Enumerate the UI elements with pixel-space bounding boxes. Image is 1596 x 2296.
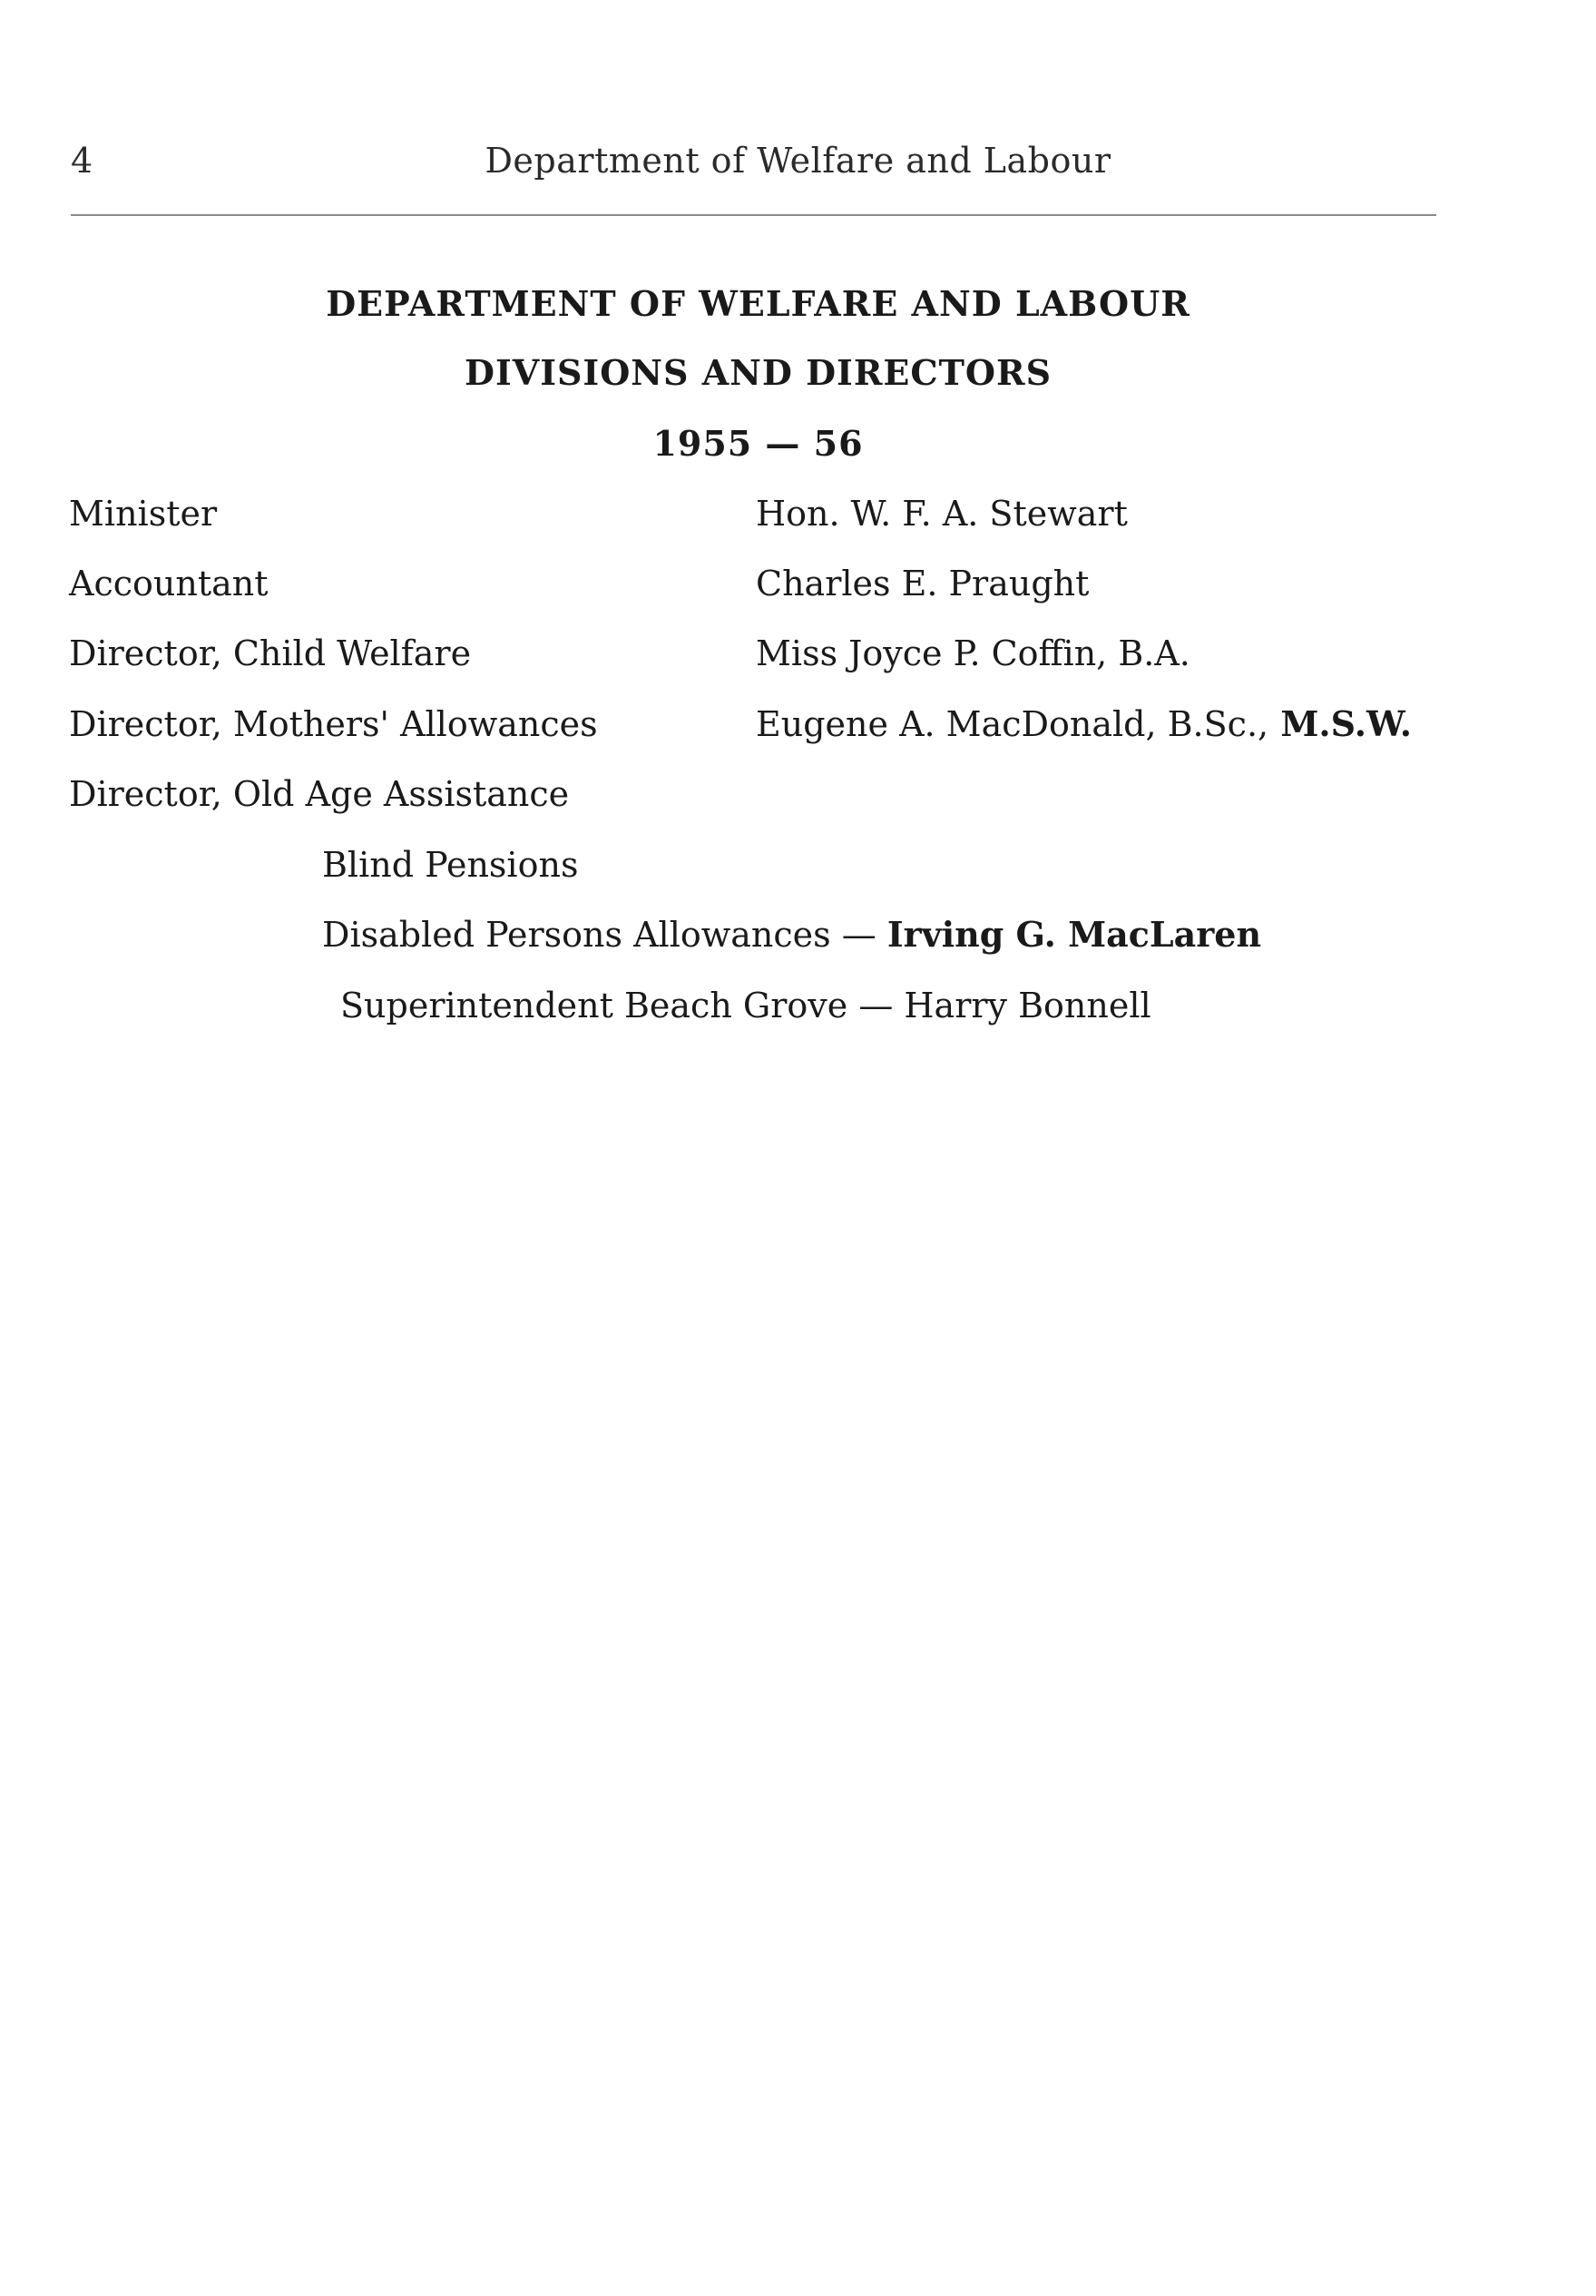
row-value-minister: Hon. W. F. A. Stewart <box>756 494 1128 534</box>
sub-line-text: Disabled Persons Allowances — <box>322 915 887 955</box>
document-title: DEPARTMENT OF WELFARE AND LABOUR <box>326 283 1190 324</box>
document-year: 1955 — 56 <box>652 423 864 464</box>
sub-line-text: Superintendent Beach Grove — <box>340 986 905 1025</box>
row-label-minister: Minister <box>69 494 218 534</box>
sub-line-beach-grove <box>340 988 1151 1023</box>
value-degree: M.S.W. <box>1268 703 1412 744</box>
header-rule <box>71 214 1436 216</box>
row-label-mothers-allowances: Director, Mothers' Allowances <box>69 704 598 744</box>
row-label-accountant: Accountant <box>69 564 269 603</box>
sub-line-blind-pensions: Blind Pensions <box>322 845 579 885</box>
director-name: Irving G. MacLaren <box>886 914 1262 955</box>
superintendent-name: Harry Bonnell <box>904 986 1151 1025</box>
value-main: Eugene A. MacDonald, B.Sc., <box>756 704 1269 744</box>
page-number: 4 <box>71 141 93 181</box>
document-subtitle: DIVISIONS AND DIRECTORS <box>464 352 1053 393</box>
row-value-mothers-allowances <box>756 703 1412 744</box>
row-value-child-welfare: Miss Joyce P. Coffin, B.A. <box>756 633 1190 673</box>
sub-line-disabled-persons <box>322 914 1262 955</box>
running-head: Department of Welfare and Labour <box>485 141 1111 181</box>
row-value-accountant: Charles E. Praught <box>756 564 1090 603</box>
row-label-child-welfare: Director, Child Welfare <box>69 633 472 673</box>
row-label-old-age-assistance: Director, Old Age Assistance <box>69 774 570 814</box>
